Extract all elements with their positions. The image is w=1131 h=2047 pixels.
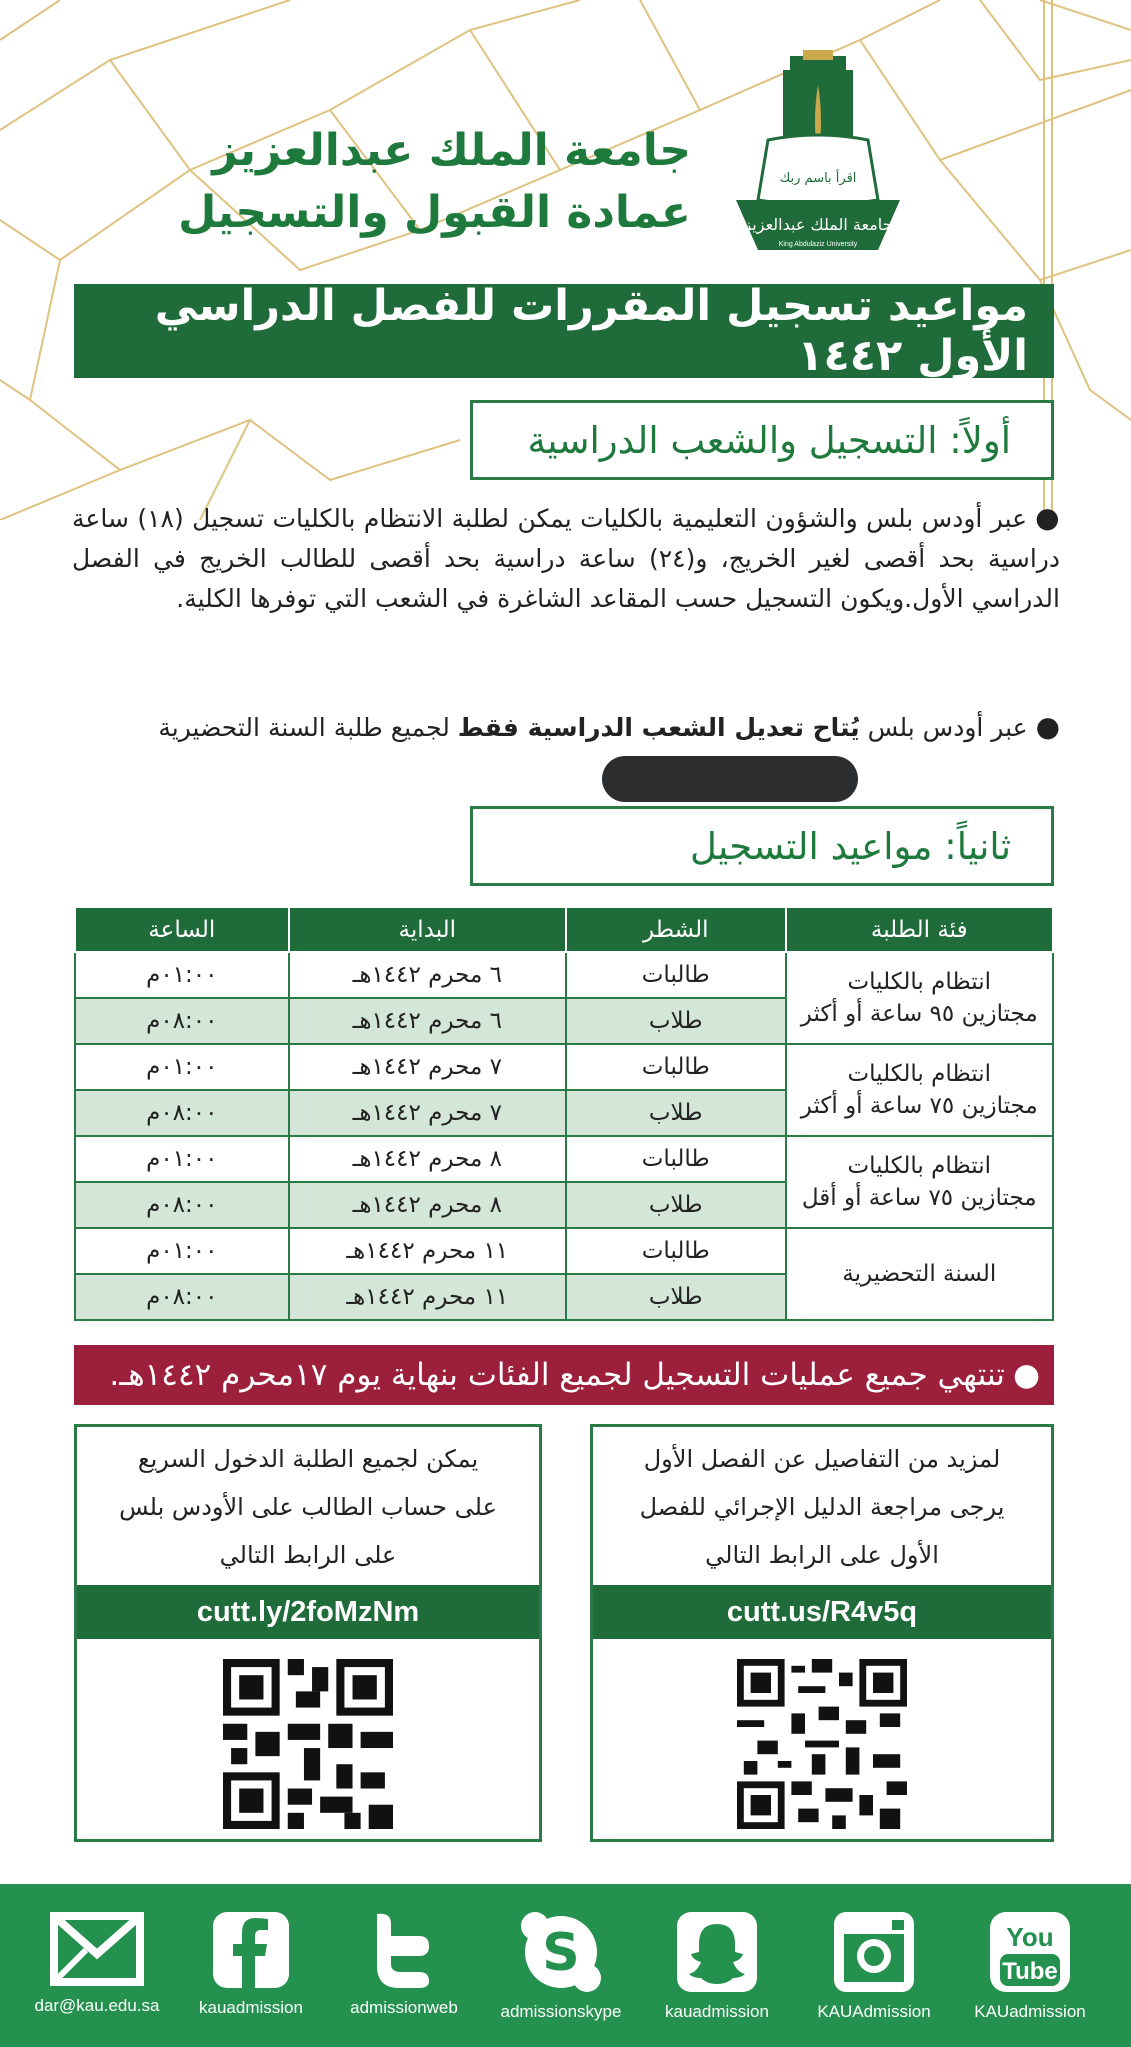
time-cell: ٠٨:٠٠م [75,1274,289,1320]
bullet2-bold: يُتاح تعديل الشعب الدراسية فقط [457,713,860,742]
email-icon [50,1910,144,1988]
instagram-icon [832,1910,916,1994]
email-contact[interactable] [22,1910,172,2016]
section-cell: طالبات [566,1228,786,1274]
start-cell: ٧ محرم ١٤٤٢هـ [289,1090,566,1136]
skype-label: admissionskype [500,2002,622,2021]
guide-card [590,1424,1054,1842]
facebook-label: kauadmission [199,1998,303,2017]
time-cell: ٠١:٠٠م [75,1136,289,1182]
header-category: فئة الطلبة [786,908,1053,952]
snapchat-icon [675,1910,759,1994]
skype-icon [519,1910,603,1994]
category-cell: السنة التحضيرية [786,1228,1053,1320]
section1-heading [470,400,1054,480]
youtube-link[interactable] [955,1910,1105,2022]
time-cell: ٠١:٠٠م [75,1044,289,1090]
table-row [75,952,1053,998]
registration-end-note [74,1345,1054,1405]
bullet1-text: عبر أودس بلس والشؤون التعليمية بالكليات يمكن لطلبة الانتظام بالكليات تسجيل (١٨) ساعة دراسية بحد أقصى لغير الخريج، و(٢٤) ساعة دراسية بحد أقصى للطالب الخريج في الفصل الدراسي الأول.ويكون التسجيل حسب المقاعد الشاغرة في الشعب التي توفرها الكلية. [72,504,1060,613]
quick-access-text: يمكن لجميع الطلبة الدخول السريع على حساب الطالب على الأودس بلس على الرابط التالي [119,1445,497,1569]
time-cell: ٠٨:٠٠م [75,1090,289,1136]
qr-code-icon[interactable] [216,1659,400,1829]
schedule-table [74,908,1054,1321]
section-cell: طالبات [566,1136,786,1182]
table-row [75,1044,1053,1090]
instagram-label: KAUAdmission [817,2002,931,2021]
email-label: dar@kau.edu.sa [34,1996,160,2015]
section-cell: طلاب [566,998,786,1044]
youtube-icon-text-you: You [1006,1922,1054,1952]
facebook-icon [211,1910,291,1990]
section-cell: طالبات [566,1044,786,1090]
guide-link[interactable]: cutt.us/R4v5q [593,1585,1051,1639]
social-footer [0,1884,1131,2047]
redaction-bar [602,756,858,802]
start-cell: ٨ محرم ١٤٤٢هـ [289,1136,566,1182]
bullet-dot: ● [1012,1357,1040,1393]
start-cell: ٧ محرم ١٤٤٢هـ [289,1044,566,1090]
time-cell: ٠٨:٠٠م [75,998,289,1044]
quick-access-card [74,1424,542,1842]
instagram-link[interactable] [799,1910,949,2022]
table-row [75,1228,1053,1274]
twitter-label: admissionweb [350,1998,458,2017]
time-cell: ٠١:٠٠م [75,1228,289,1274]
deanship-name: عمادة القبول والتسجيل [178,187,691,238]
section-cell: طلاب [566,1274,786,1320]
start-cell: ١١ محرم ١٤٤٢هـ [289,1274,566,1320]
main-title-banner [74,281,1054,381]
start-cell: ٦ محرم ١٤٤٢هـ [289,998,566,1044]
header-start: البداية [289,908,566,952]
svg-text:S: S [542,1923,580,1983]
end-note-text: تنتهي جميع عمليات التسجيل لجميع الفئات بنهاية يوم ١٧محرم ١٤٤٢هـ. [109,1357,1005,1393]
bullet-dot: ● [1035,710,1060,743]
snapchat-label: kauadmission [665,2002,769,2021]
youtube-icon [988,1910,1072,1994]
youtube-label: KAUadmission [974,2002,1086,2021]
start-cell: ٦ محرم ١٤٤٢هـ [289,952,566,998]
table-row [75,1136,1053,1182]
bullet2-before: عبر أودس بلس [867,713,1028,742]
skype-link[interactable] [486,1910,636,2022]
university-title-block [131,120,691,244]
section-cell: طلاب [566,1090,786,1136]
guide-text: لمزيد من التفاصيل عن الفصل الأول يرجى مراجعة الدليل الإجرائي للفصل الأول على الرابط التالي [639,1445,1005,1569]
bullet-dot: ● [1035,501,1060,534]
facebook-link[interactable] [176,1910,326,2018]
section2-title: ثانياً: مواعيد التسجيل [690,824,1011,868]
logo-motto: اقرأ باسم ربك [779,171,857,186]
category-cell: انتظام بالكليات مجتازين ٧٥ ساعة أو أكثر [786,1044,1053,1136]
header-time: الساعة [75,908,289,952]
university-name: جامعة الملك عبدالعزيز [212,125,691,176]
logo-arabic-name: جامعة الملك عبدالعزيز [743,215,893,234]
quick-access-link[interactable]: cutt.ly/2foMzNm [77,1585,539,1639]
logo-english-name: King Abdulaziz University [778,241,858,248]
time-cell: ٠٨:٠٠م [75,1182,289,1228]
section2-heading [470,806,1054,886]
category-cell: انتظام بالكليات مجتازين ٩٥ ساعة أو أكثر [786,952,1053,1044]
twitter-link[interactable] [329,1910,479,2018]
bullet2-after: لجميع طلبة السنة التحضيرية [158,713,450,742]
start-cell: ٨ محرم ١٤٤٢هـ [289,1182,566,1228]
time-cell: ٠١:٠٠م [75,952,289,998]
snapchat-link[interactable] [642,1910,792,2022]
header-section: الشطر [566,908,786,952]
start-cell: ١١ محرم ١٤٤٢هـ [289,1228,566,1274]
bullet-registration-limits [72,498,1060,619]
bullet-prep-year [72,707,1060,748]
table-header-row [75,908,1053,952]
youtube-icon-text-tube: Tube [1002,1958,1058,1985]
banner-title: مواعيد تسجيل المقررات للفصل الدراسي الأول ١٤٤٢ [154,281,1028,381]
section1-title: أولاً: التسجيل والشعب الدراسية [527,418,1011,462]
section-cell: طالبات [566,952,786,998]
category-cell: انتظام بالكليات مجتازين ٧٥ ساعة أو أقل [786,1136,1053,1228]
qr-code-icon[interactable] [732,1659,912,1829]
section-cell: طلاب [566,1182,786,1228]
kau-logo [728,50,908,265]
twitter-icon [369,1910,439,1990]
